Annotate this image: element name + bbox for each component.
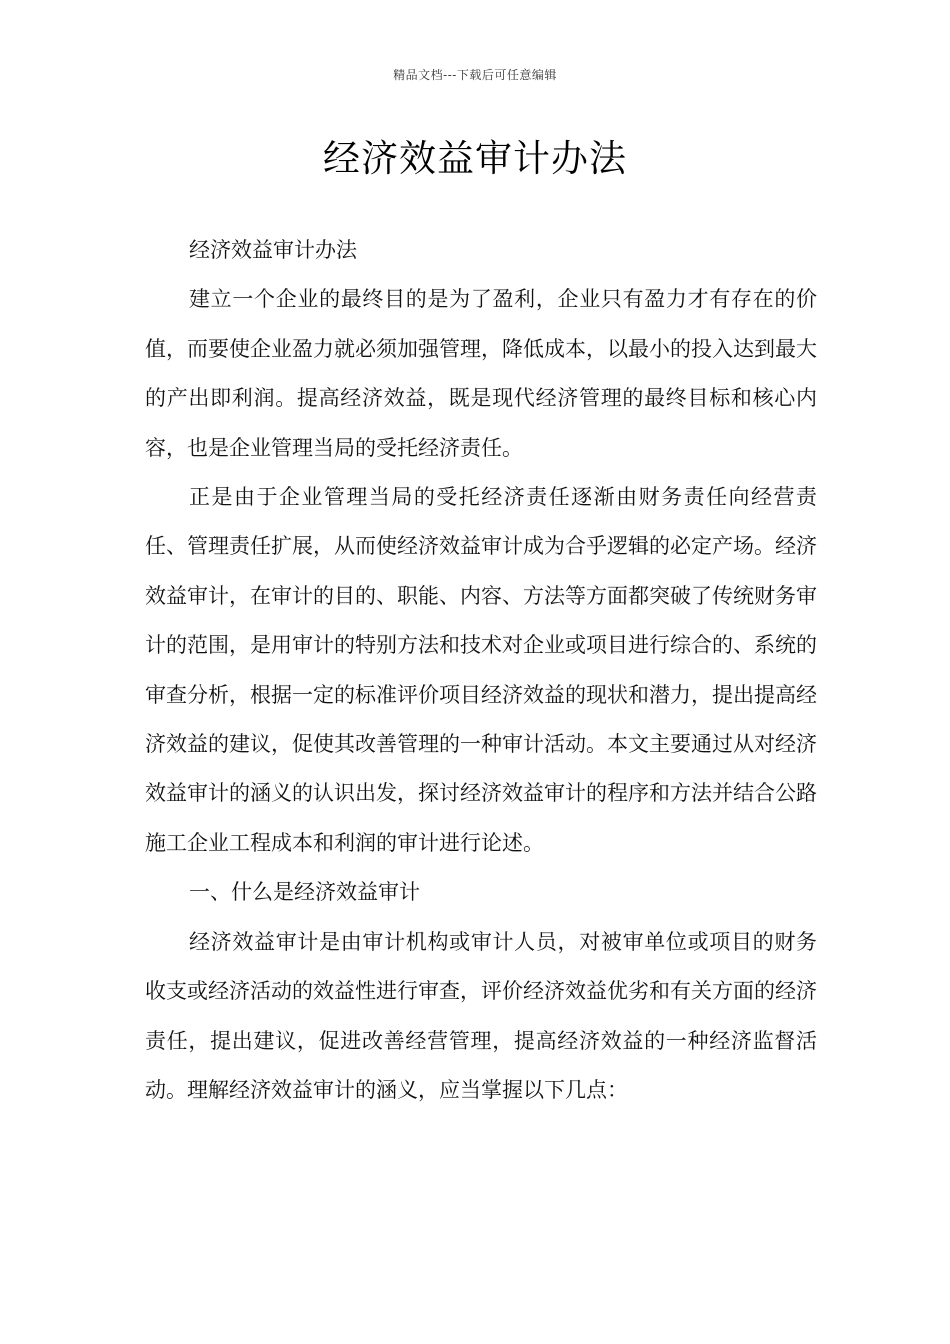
paragraph-intro: 建立一个企业的最终目的是为了盈利，企业只有盈力才有存在的价值，而要使企业盈力就必须加强管理，降低成本，以最小的投入达到最大的产出即利润。提高经济效益，既是现代经济管理的最终目标和核心内容，也是企业管理当局的受托经济责任。 — [145, 287, 817, 460]
paragraph-definition: 经济效益审计是由审计机构或审计人员，对被审单位或项目的财务收支或经济活动的效益性进行审查，评价经济效益优劣和有关方面的经济责任，提出建议，促进改善经营管理，提高经济效益的一种经济监督活动。理解经济效益审计的涵义，应当掌握以下几点： — [145, 929, 817, 1102]
page-header: 精品文档---下载后可任意编辑 — [393, 68, 557, 82]
paragraph-subtitle: 经济效益审计办法 — [189, 238, 357, 262]
section-heading-1: 一、什么是经济效益审计 — [189, 880, 420, 905]
paragraph-background: 正是由于企业管理当局的受托经济责任逐渐由财务责任向经营责任、管理责任扩展，从而使经济效益审计成为合乎逻辑的必定产场。经济效益审计，在审计的目的、职能、内容、方法等方面都突破了传统财务审计的范围，是用审计的特别方法和技术对企业或项目进行综合的、系统的审查分析，根据一定的标准评价项目经济效益的现状和潜力，提出提高经济效益的建议，促使其改善管理的一种审计活动。本文主要通过从对经济效益审计的涵义的认识出发，探讨经济效益审计的程序和方法并结合公路施工企业工程成本和利润的审计进行论述。 — [145, 485, 817, 855]
document-body — [145, 226, 817, 1115]
document-title: 经济效益审计办法 — [323, 137, 627, 180]
